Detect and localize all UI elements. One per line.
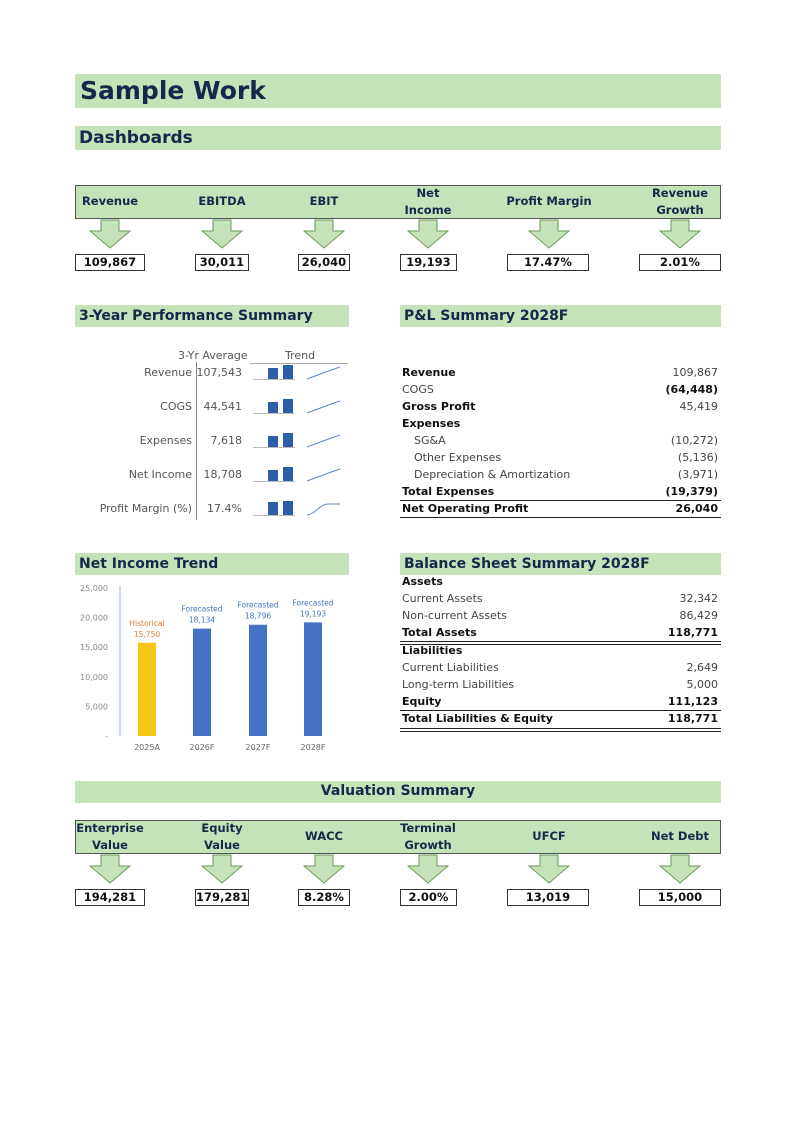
trend-sparkline — [306, 399, 342, 415]
balance-row-value: 118,771 — [667, 626, 718, 639]
trend-bar — [283, 467, 293, 481]
balance-row-label: Current Liabilities — [402, 661, 499, 674]
balance-row-label: Total Liabilities & Equity — [402, 712, 553, 725]
x-tick-label: 2025A — [134, 743, 160, 752]
pl-row-value: 26,040 — [675, 502, 718, 515]
valuation-label-3 — [400, 820, 456, 854]
kpi-label-4 — [506, 193, 591, 210]
x-tick-label: 2026F — [189, 743, 215, 752]
pl-row-value: (10,272) — [670, 434, 718, 447]
trend-bar — [268, 470, 278, 481]
data-label: 18,796 — [244, 611, 272, 621]
kpi-value-3: 19,193 — [400, 254, 457, 271]
trend-sparkline — [306, 365, 342, 381]
balance-header — [400, 553, 721, 575]
kpi-label-2 — [310, 193, 339, 210]
trend-sparkline — [306, 433, 342, 449]
net-income-trend-title: Net Income Trend — [79, 556, 219, 572]
down-arrow-icon — [89, 219, 131, 249]
balance-row-label: Equity — [402, 695, 442, 708]
trend-baseline — [253, 447, 295, 448]
valuation-value-4: 13,019 — [507, 889, 589, 906]
pl-row-value: (3,971) — [677, 468, 718, 481]
bs-rule-assets-2 — [400, 644, 721, 645]
pl-row-label: Other Expenses — [414, 451, 502, 464]
trend-bar — [268, 436, 278, 447]
down-arrow-icon — [659, 219, 701, 249]
bar-label: Forecasted — [237, 600, 279, 610]
section-title: Dashboards — [79, 128, 193, 148]
balance-row-label: Long-term Liabilities — [402, 678, 515, 691]
pl-row-label: SG&A — [414, 434, 446, 447]
bar-2027F — [249, 625, 267, 736]
balance-row-value: 118,771 — [667, 712, 718, 725]
balance-row-value: 86,429 — [679, 609, 718, 622]
kpi-value-1: 30,011 — [195, 254, 249, 271]
valuation-label-line: Terminal — [400, 821, 456, 835]
kpi-value-2: 26,040 — [298, 254, 350, 271]
bs-rule-assets-1 — [400, 641, 721, 642]
valuation-title: Valuation Summary — [320, 783, 476, 799]
performance-row-label: Revenue — [144, 366, 192, 379]
valuation-label-line: WACC — [305, 829, 343, 843]
trend-baseline — [253, 481, 295, 482]
performance-title: 3-Year Performance Summary — [79, 308, 313, 324]
bar-label: Forecasted — [181, 604, 223, 614]
pl-rule-total — [400, 500, 721, 501]
valuation-value-0: 194,281 — [75, 889, 145, 906]
bar-2025A — [138, 643, 156, 736]
bs-rule-equity — [400, 710, 721, 711]
valuation-value-5: 15,000 — [639, 889, 721, 906]
pl-row-label: Depreciation & Amortization — [414, 468, 571, 481]
pl-row-value: (5,136) — [677, 451, 718, 464]
data-label: 15,750 — [133, 629, 161, 639]
valuation-label-0 — [76, 820, 144, 854]
y-tick-label: 5,000 — [85, 702, 108, 712]
net-income-trend-header — [75, 553, 349, 575]
pl-row-value: 109,867 — [672, 366, 718, 379]
valuation-label-line: UFCF — [532, 829, 566, 843]
trend-bar — [268, 368, 278, 379]
pl-row-value: (64,448) — [665, 383, 718, 396]
section-header-dashboards — [75, 126, 721, 150]
balance-row-label: Liabilities — [402, 644, 463, 657]
performance-row-value: 7,618 — [210, 434, 242, 447]
down-arrow-icon — [659, 854, 701, 884]
balance-row-label: Assets — [402, 575, 443, 588]
pl-row-label: Expenses — [402, 417, 461, 430]
kpi-label-0 — [82, 193, 138, 210]
kpi-label-3 — [405, 185, 452, 219]
balance-title: Balance Sheet Summary 2028F — [404, 556, 650, 572]
performance-header — [75, 305, 349, 327]
balance-row-value: 111,123 — [667, 695, 718, 708]
pl-row-value: 45,419 — [679, 400, 718, 413]
valuation-label-line: Equity — [201, 821, 243, 835]
kpi-label-line: EBIT — [309, 194, 339, 208]
pl-row-label: Net Operating Profit — [402, 502, 529, 515]
trend-baseline — [253, 379, 295, 380]
kpi-label-5 — [652, 185, 708, 219]
pl-row-label: Revenue — [402, 366, 456, 379]
trend-bar — [283, 433, 293, 447]
pl-row-label: Total Expenses — [402, 485, 495, 498]
pl-row-value: (19,379) — [665, 485, 718, 498]
performance-header-rule — [250, 363, 348, 364]
down-arrow-icon — [201, 854, 243, 884]
page-title: Sample Work — [80, 76, 266, 105]
down-arrow-icon — [201, 219, 243, 249]
kpi-label-line: Growth — [656, 203, 704, 217]
valuation-label-1 — [201, 820, 242, 854]
trend-bar — [283, 501, 293, 515]
trend-bar — [283, 399, 293, 413]
valuation-label-5 — [651, 828, 709, 845]
down-arrow-icon — [407, 854, 449, 884]
data-label: 18,134 — [188, 615, 216, 625]
trend-sparkline — [306, 501, 342, 517]
performance-row-label: COGS — [160, 400, 192, 413]
valuation-value-3: 2.00% — [400, 889, 457, 906]
trend-bar — [283, 365, 293, 379]
valuation-label-line: Growth — [404, 838, 452, 852]
page-title-band — [75, 74, 721, 108]
pl-title: P&L Summary 2028F — [404, 308, 569, 324]
down-arrow-icon — [528, 219, 570, 249]
valuation-label-line: Value — [204, 838, 240, 852]
kpi-header-bar — [75, 185, 721, 219]
down-arrow-icon — [528, 854, 570, 884]
valuation-label-line: Net Debt — [651, 829, 709, 843]
y-tick-label: 25,000 — [80, 584, 108, 593]
bs-rule-total-1 — [400, 728, 721, 729]
trend-bar — [268, 502, 278, 515]
performance-row-value: 44,541 — [203, 400, 242, 413]
balance-row-value: 32,342 — [679, 592, 718, 605]
trend-bar — [268, 402, 278, 413]
trend-sparkline — [306, 467, 342, 483]
down-arrow-icon — [303, 219, 345, 249]
bar-2028F — [304, 622, 322, 736]
down-arrow-icon — [303, 854, 345, 884]
kpi-label-1 — [198, 193, 245, 210]
balance-row-value: 2,649 — [686, 661, 718, 674]
x-tick-label: 2028F — [300, 743, 326, 752]
bs-rule-total-2 — [400, 731, 721, 732]
y-tick-label: 15,000 — [80, 643, 108, 653]
kpi-value-0: 109,867 — [75, 254, 145, 271]
valuation-label-2 — [305, 828, 343, 845]
kpi-value-4: 17.47% — [507, 254, 589, 271]
performance-row-label: Profit Margin (%) — [99, 502, 192, 515]
data-label: 19,193 — [299, 609, 327, 619]
trend-baseline — [253, 413, 295, 414]
valuation-value-1: 179,281 — [196, 890, 249, 904]
down-arrow-icon — [407, 219, 449, 249]
performance-col-average: 3-Yr Average — [178, 349, 248, 362]
performance-row-value: 107,543 — [196, 366, 242, 379]
kpi-label-line: Net — [416, 186, 440, 200]
balance-row-label: Current Assets — [402, 592, 483, 605]
bar-label: Forecasted — [292, 598, 334, 608]
performance-row-value: 17.4% — [207, 502, 242, 515]
trend-baseline — [253, 515, 295, 516]
kpi-label-line: Profit Margin — [506, 194, 592, 208]
balance-row-value: 5,000 — [686, 678, 718, 691]
performance-row-label: Expenses — [139, 434, 192, 447]
pl-rule-bottom — [400, 517, 721, 518]
valuation-label-line: Value — [92, 838, 128, 852]
down-arrow-icon — [89, 854, 131, 884]
valuation-header-bar — [75, 820, 721, 854]
pl-header — [400, 305, 721, 327]
bar-2026F — [193, 629, 211, 736]
valuation-label-4 — [532, 828, 566, 845]
y-tick-label: 10,000 — [80, 672, 108, 682]
x-tick-label: 2027F — [245, 743, 271, 752]
performance-row-value: 18,708 — [203, 468, 242, 481]
kpi-label-line: Revenue — [651, 186, 709, 200]
valuation-header — [75, 781, 721, 803]
balance-row-label: Non-current Assets — [402, 609, 507, 622]
kpi-value-5: 2.01% — [639, 254, 721, 271]
pl-row-label: Gross Profit — [402, 400, 476, 413]
kpi-label-line: Income — [404, 203, 452, 217]
performance-col-trend: Trend — [285, 349, 316, 362]
balance-row-label: Total Assets — [402, 626, 477, 639]
performance-row-label: Net Income — [128, 468, 192, 481]
valuation-label-line: Enterprise — [76, 821, 144, 835]
kpi-label-line: EBITDA — [198, 194, 246, 208]
net-income-chart — [75, 578, 350, 758]
bar-label: Historical — [129, 618, 165, 628]
kpi-label-line: Revenue — [81, 194, 139, 208]
y-tick-label: 20,000 — [80, 613, 108, 623]
pl-row-label: COGS — [402, 383, 434, 396]
valuation-value-2: 8.28% — [298, 889, 350, 906]
y-tick-label: - — [105, 732, 108, 741]
